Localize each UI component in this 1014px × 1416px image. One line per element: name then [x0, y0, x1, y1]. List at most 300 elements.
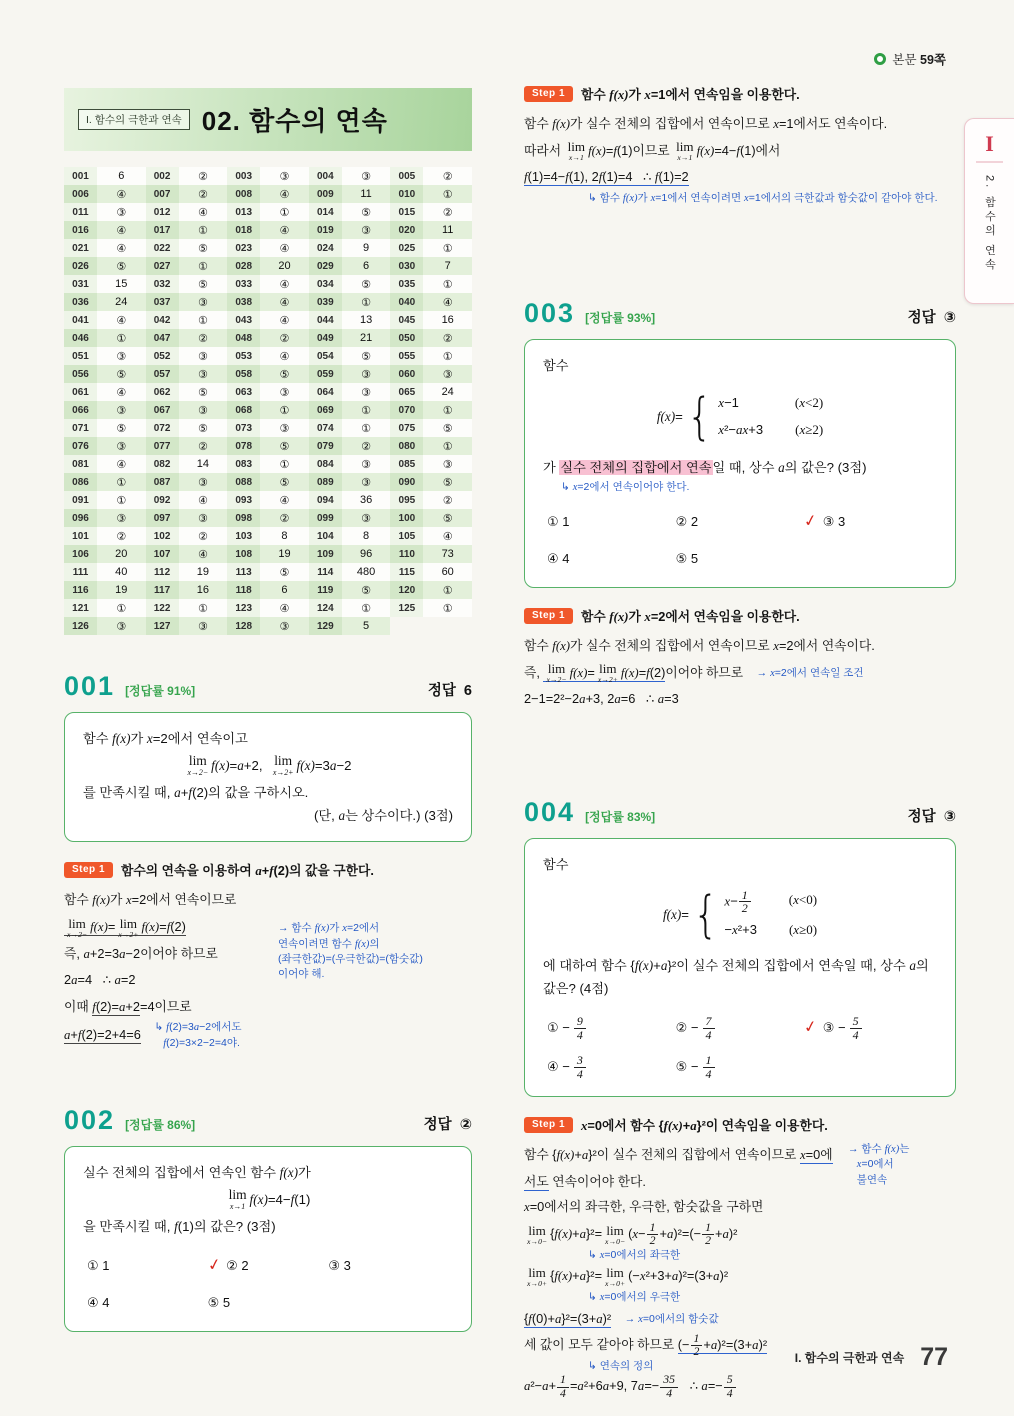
answer-cell-number: 030 [390, 257, 423, 275]
answer-cell-value: ④ [116, 386, 127, 399]
solution-line: 2a=4 ∴ a=2 [64, 972, 136, 988]
answer-cell-number: 007 [146, 185, 179, 203]
answer-option: ① 1 [547, 513, 570, 529]
answer-cell-number: 105 [390, 527, 423, 545]
margin-note: → 함수 f(x)는 x=0에서 불연속 [848, 1143, 910, 1186]
unit-header [64, 88, 472, 151]
answer-cell [390, 329, 472, 347]
answer-cell-value: ③ [197, 620, 208, 633]
answer-cell-number: 053 [227, 347, 260, 365]
answer-cell [390, 581, 472, 599]
answer-cell-value: ② [197, 332, 208, 345]
problem-math-piecewise: f(x) = { x−1 (x<2) x²−ax+3 (x≥2) [656, 387, 824, 446]
answer-cell-number: 005 [390, 167, 423, 185]
answer-cell-value: ③ [361, 458, 372, 471]
answer-cell-number: 106 [64, 545, 97, 563]
problem-math-piecewise: f(x) = { x− $\frac{1}{2}$ (x<0) −x²+3 (x≥0) [662, 886, 818, 944]
answer-cell-value: 19 [115, 584, 128, 596]
answer-cell [390, 167, 472, 185]
answer-cell-value: ⑤ [116, 422, 127, 435]
answer-cell [309, 455, 391, 473]
answer-cell [227, 491, 309, 509]
answer-cell-value: ④ [279, 314, 290, 327]
answer-cell [146, 617, 228, 635]
answer-cell [146, 239, 228, 257]
margin-note: ↳ 함수 f(x)가 x=1에서 연속이려면 x=1에서의 극한값과 함숫값이 같아야 한다. [588, 191, 938, 204]
answer-cell [390, 239, 472, 257]
answer-cell [64, 617, 146, 635]
answer-cell [64, 419, 146, 437]
answer-option: ④ 4 [547, 551, 570, 567]
answer-cell-value: ① [116, 476, 127, 489]
problem-math: lim x→1 f(x) =4− f (1) [228, 1187, 311, 1211]
answer-cell-value: ① [361, 602, 372, 615]
answer-cell-value: ① [442, 404, 453, 417]
answer-cell [227, 527, 309, 545]
problem-heading [524, 797, 956, 828]
answer-cell-value: ⑤ [361, 350, 372, 363]
problem-statement-box [64, 1146, 472, 1332]
answer-cell-value: ③ [279, 620, 290, 633]
answer-cell-value: ④ [197, 494, 208, 507]
answer-cell-value: ② [361, 440, 372, 453]
problem-text: 을 만족시킬 때, f(1)의 값은? (3점) [83, 1218, 276, 1234]
answer-cell-number: 034 [309, 275, 342, 293]
answer-cell [146, 275, 228, 293]
answer-cell-value: ⑤ [116, 368, 127, 381]
answer-cell [146, 257, 228, 275]
answer-cell-number: 051 [64, 347, 97, 365]
answer-cell-value: ⑤ [197, 242, 208, 255]
step-badge: Step 1 [64, 862, 113, 878]
correct-rate: [정답률 86%] [125, 1117, 196, 1132]
answer-cell-number: 046 [64, 329, 97, 347]
answer-cell-number: 100 [390, 509, 423, 527]
answer-cell-number: 055 [390, 347, 423, 365]
answer-cell-number: 087 [146, 473, 179, 491]
answer-cell-value: 6 [118, 170, 125, 182]
answer-cell [227, 293, 309, 311]
answer-cell-value: ⑤ [279, 368, 290, 381]
answer-cell-value: 20 [115, 548, 128, 560]
answer-cell-value: 8 [281, 530, 288, 542]
answer-cell-number: 094 [309, 491, 342, 509]
answer-cell [146, 293, 228, 311]
solution-line: lim x→0− {f(x)+a}²= lim x→0− (x− $\frac{1}{2}$ +a)²=(− $\frac{1}{2}$ +a)² [527, 1220, 738, 1248]
answer-cell-number: 069 [309, 401, 342, 419]
answer-cell-number: 016 [64, 221, 97, 239]
answer-cell-number: 088 [227, 473, 260, 491]
answer-cell [309, 509, 391, 527]
problem-002 [64, 1105, 472, 1332]
answer-options [543, 1012, 937, 1082]
answer-cell-value: 40 [115, 566, 128, 578]
answer-cell [64, 185, 146, 203]
answer-cell [146, 419, 228, 437]
answer-cell-number: 039 [309, 293, 342, 311]
answer-cell [146, 599, 228, 617]
answer-cell-number: 110 [390, 545, 423, 563]
problem-text: 함수 [543, 856, 569, 872]
answer-cell-value: ③ [197, 350, 208, 363]
answer-cell-number: 075 [390, 419, 423, 437]
answer-cell-value: ⑤ [361, 278, 372, 291]
answer-cell [309, 311, 391, 329]
answer-cell-value: 480 [356, 566, 376, 578]
answer-cell-number: 019 [309, 221, 342, 239]
answer-cell-number: 086 [64, 473, 97, 491]
answer-cell [146, 401, 228, 419]
answer-cell-value: ③ [361, 368, 372, 381]
answer-cell [146, 563, 228, 581]
problem-number: 002 [64, 1104, 116, 1135]
step-badge: Step 1 [524, 608, 573, 624]
answer-cell-value: ① [442, 440, 453, 453]
answer-cell-value: ③ [116, 512, 127, 525]
answer-cell-value: ② [442, 170, 453, 183]
answer-cell [309, 185, 391, 203]
answer-cell-value: ② [197, 440, 208, 453]
answer-cell-value: ① [361, 296, 372, 309]
answer-cell-value: 13 [359, 314, 373, 326]
margin-note: ↳ x=0에서의 좌극한 [588, 1248, 681, 1261]
problem-001 [64, 671, 472, 1051]
answer-cell-number: 056 [64, 365, 97, 383]
answer-cell [227, 581, 309, 599]
answer-cell [390, 563, 472, 581]
answer-cell [64, 221, 146, 239]
step-title: 함수 f(x)가 x=1에서 연속임을 이용한다. [581, 87, 800, 102]
answer-cell [146, 527, 228, 545]
answer-cell [64, 581, 146, 599]
answer-cell [227, 221, 309, 239]
answer-cell [64, 167, 146, 185]
answer-cell-value: ⑤ [442, 476, 453, 489]
answer-cell [64, 347, 146, 365]
solution-line: 함수 f(x)가 x=2에서 연속이므로 [64, 892, 237, 908]
answer-cell-value: 20 [278, 260, 291, 272]
chapter-label: 2. 함수의 연속 [983, 175, 996, 273]
answer-cell-value: ③ [361, 476, 372, 489]
answer-cell-value: ④ [116, 458, 127, 471]
answer-cell-value: ③ [279, 422, 290, 435]
answer-cell-value: ① [442, 584, 453, 597]
answer-cell-number: 123 [227, 599, 260, 617]
answer-cell-value: ③ [279, 386, 290, 399]
solution-result: a+f(2)=2+4=6 [64, 1026, 141, 1042]
answer-cell-number: 067 [146, 401, 179, 419]
answer-cell [309, 239, 391, 257]
step-heading [524, 606, 956, 625]
answer-cell [64, 563, 146, 581]
answer-cell [227, 545, 309, 563]
answer-cell-number: 108 [227, 545, 260, 563]
answer-cell-number: 127 [146, 617, 179, 635]
answer-cell [146, 311, 228, 329]
answer-option: ② 2 [675, 513, 699, 529]
answer-cell-number: 062 [146, 383, 179, 401]
answer-cell-value: ⑤ [279, 440, 290, 453]
page-reference-text: 본문 59쪽 [892, 53, 946, 67]
answer-cell-value: ⑤ [116, 260, 127, 273]
answer-cell-value: 19 [278, 548, 291, 560]
problem-002-solution [524, 84, 956, 206]
answer-cell-value: ② [197, 530, 208, 543]
answer-cell-number: 010 [390, 185, 423, 203]
answer-cell-value: 6 [363, 260, 370, 272]
chapter-roman-numeral: I [976, 131, 1003, 163]
answer-cell-number: 015 [390, 203, 423, 221]
answer-cell-value: ② [442, 332, 453, 345]
problem-003 [524, 298, 956, 712]
right-column [524, 84, 956, 1400]
unit-tag: I. 함수의 극한과 연속 [78, 109, 190, 130]
answer-cell-value: 60 [441, 566, 454, 578]
answer-cell [390, 509, 472, 527]
answer-cell [309, 347, 391, 365]
solution-line: a²−a+ $\frac{1}{4}$ =a²+6a+9, 7a=− $\frac{35}{4}$ ∴ a=− $\frac{5}{4}$ [524, 1373, 956, 1400]
correct-rate: [정답률 93%] [585, 311, 656, 326]
page-number: 77 [920, 1343, 948, 1371]
answer-cell-number: 107 [146, 545, 179, 563]
answer-cell-value: ③ [442, 458, 453, 471]
margin-note: ↳ f(2)=3a−2에서도 f(2)=3×2−2=4야. [154, 1021, 242, 1049]
answer-cell-number: 033 [227, 275, 260, 293]
answer-cell-number: 036 [64, 293, 97, 311]
answer-cell [64, 401, 146, 419]
solution-line [524, 660, 956, 687]
answer-cell-value: 9 [363, 242, 370, 254]
answer-cell-value: ④ [442, 530, 453, 543]
answer-cell-value: 8 [363, 530, 370, 542]
answer-cell-value: 11 [441, 224, 454, 236]
answer-cell-value: 11 [360, 188, 372, 200]
answer-cell-value: ① [442, 278, 453, 291]
answer-cell-number: 111 [64, 563, 97, 581]
answer-cell-value: ② [442, 494, 453, 507]
answer-option: ③ 3 [328, 1257, 351, 1273]
answer-cell-number: 116 [64, 581, 97, 599]
answer-cell-value: ④ [279, 602, 290, 615]
answer-cell [64, 437, 146, 455]
answer-cell-value: ① [442, 188, 453, 201]
answer-cell-number: 076 [64, 437, 97, 455]
answer-cell [227, 437, 309, 455]
answer-options [543, 506, 937, 573]
answer-cell-value: ④ [442, 296, 453, 309]
answer-cell-value: ⑤ [442, 512, 453, 525]
answer-cell-number: 064 [309, 383, 342, 401]
answer-cell [309, 167, 391, 185]
answer-cell [227, 203, 309, 221]
answer-cell-number: 073 [227, 419, 260, 437]
answer-option-correct: ✓ ③ 3 [804, 508, 933, 536]
answer-cell [227, 401, 309, 419]
answer-cell [64, 329, 146, 347]
answer-cell [309, 563, 391, 581]
answer-cell-value: ③ [116, 350, 127, 363]
answer-cell-value: 5 [363, 620, 370, 632]
answer-cell-value: ④ [279, 188, 290, 201]
answer-cell-number: 072 [146, 419, 179, 437]
answer-cell-value: ② [279, 332, 290, 345]
solution-line: 2−1=2²−2a+3, 2a=6 ∴ a=3 [524, 691, 679, 707]
answer-cell-value: 73 [441, 548, 454, 560]
problem-text: 함수 f(x)가 x=2에서 연속이고 [83, 731, 248, 746]
margin-note: → x=2에서 연속일 조건 [756, 666, 864, 679]
correct-rate: [정답률 83%] [585, 809, 656, 824]
answer-cell-number: 020 [390, 221, 423, 239]
answer-cell-value: 16 [196, 584, 210, 596]
answer-label: 정답 ③ [907, 808, 956, 825]
answer-cell [146, 581, 228, 599]
answer-cell [309, 473, 391, 491]
answer-cell-number: 125 [390, 599, 423, 617]
problem-text: 함수 [543, 358, 569, 374]
answer-cell-number: 057 [146, 365, 179, 383]
answer-cell-number: 122 [146, 599, 179, 617]
answer-cell [146, 221, 228, 239]
answer-cell [146, 437, 228, 455]
answer-cell [309, 401, 391, 419]
answer-cell-number: 044 [309, 311, 342, 329]
answer-cell-value: ① [442, 602, 453, 615]
answer-option: ② − $\frac{7}{4}$ [676, 1014, 805, 1042]
answer-cell-number: 080 [390, 437, 423, 455]
answer-cell-value: ① [116, 494, 127, 507]
margin-note: → x=0에서의 함숫값 [624, 1312, 719, 1325]
answer-option-correct: ✓ ② 2 [208, 1252, 329, 1280]
answer-cell-value: ③ [361, 170, 372, 183]
solution-math: 즉, lim x→2− f(x)= lim x→2+ f(x)=f(2)이어야 하므로 [524, 661, 744, 685]
answer-cell-number: 045 [390, 311, 423, 329]
answer-cell [146, 365, 228, 383]
solution-003 [524, 633, 956, 713]
solution-line: 즉, a+2=3a−2이어야 하므로 [64, 945, 218, 961]
answer-cell-number: 042 [146, 311, 179, 329]
answer-cell [309, 203, 391, 221]
answer-cell-number: 102 [146, 527, 179, 545]
solution-line [64, 1020, 472, 1050]
answer-cell-number: 004 [309, 167, 342, 185]
answer-cell-number: 026 [64, 257, 97, 275]
answer-cell-value: ③ [197, 296, 208, 309]
answer-cell [309, 617, 391, 635]
page-reference [874, 50, 946, 68]
answer-cell-value: ③ [197, 476, 208, 489]
problem-text: 에 대하여 함수 {f(x)+a}²이 실수 전체의 집합에서 연속일 때, 상수 a의 값은? (4점) [543, 957, 929, 997]
answer-option: ④ 4 [87, 1295, 110, 1311]
answer-cell [146, 329, 228, 347]
page-footer [795, 1343, 948, 1372]
answer-cell-value: ① [361, 422, 372, 435]
solution-line: 이때 f(2)=a+2=4이므로 [64, 998, 192, 1014]
answer-cell-value: 16 [441, 314, 454, 326]
answer-cell-value: ③ [116, 206, 127, 219]
answer-cell-value: ① [197, 224, 208, 237]
chapter-side-tab [964, 118, 1014, 304]
answer-cell [390, 455, 472, 473]
answer-cell-number: 118 [227, 581, 260, 599]
answer-cell-value: ② [442, 206, 453, 219]
answer-cell [227, 563, 309, 581]
answer-cell [146, 455, 228, 473]
answer-cell [146, 509, 228, 527]
answer-cell-number: 083 [227, 455, 260, 473]
solution-line: lim x→2− f(x)= lim x→2+ f(x)=f(2) [64, 914, 472, 941]
answer-option: ⑤ 5 [675, 551, 699, 567]
answer-cell-number: 025 [390, 239, 423, 257]
target-icon [874, 53, 886, 65]
answer-cell-number: 013 [227, 203, 260, 221]
solution-line: x=0에서의 좌극한, 우극한, 함숫값을 구하면 [524, 1199, 764, 1215]
answer-option: ⑤ − $\frac{1}{4}$ [676, 1054, 805, 1080]
answer-cell [64, 311, 146, 329]
margin-note: ↳ x=0에서의 우극한 [588, 1290, 681, 1303]
answer-cell-number: 121 [64, 599, 97, 617]
answer-cell-number: 119 [309, 581, 342, 599]
answer-cell [64, 239, 146, 257]
answer-cell-value: ③ [361, 512, 372, 525]
step-title: 함수의 연속을 이용하여 a+f(2)의 값을 구한다. [121, 863, 374, 879]
answer-cell-number: 099 [309, 509, 342, 527]
answer-cell-number: 089 [309, 473, 342, 491]
answer-cell-number: 027 [146, 257, 179, 275]
answer-cell-value: 21 [359, 332, 373, 344]
answer-cell-value: ④ [197, 548, 208, 561]
answer-cell-number: 023 [227, 239, 260, 257]
answer-cell-value: ④ [279, 296, 290, 309]
answer-cell [309, 545, 391, 563]
answer-cell-number: 068 [227, 401, 260, 419]
answer-cell-number: 049 [309, 329, 342, 347]
answer-cell [390, 401, 472, 419]
answer-cell-value: ⑤ [361, 206, 372, 219]
answer-cell [64, 545, 146, 563]
margin-note: ↳ 연속의 정의 [588, 1359, 654, 1372]
answer-cell-number: 021 [64, 239, 97, 257]
problem-heading [64, 671, 472, 702]
answer-cell [227, 419, 309, 437]
answer-cell [390, 347, 472, 365]
answer-table [64, 167, 472, 635]
answer-cell-number: 041 [64, 311, 97, 329]
answer-cell-value: ① [279, 404, 290, 417]
answer-cell-number: 109 [309, 545, 342, 563]
answer-cell [390, 293, 472, 311]
answer-cell-number: 079 [309, 437, 342, 455]
answer-options [83, 1250, 453, 1317]
answer-cell-number: 082 [146, 455, 179, 473]
answer-cell-number: 052 [146, 347, 179, 365]
problem-text: 실수 전체의 집합에서 연속인 함수 f(x)가 [83, 1164, 311, 1180]
answer-cell [309, 257, 391, 275]
answer-cell-value: ⑤ [279, 476, 290, 489]
answer-cell-value: ③ [116, 620, 127, 633]
answer-cell [227, 329, 309, 347]
answer-cell [64, 599, 146, 617]
answer-cell [227, 311, 309, 329]
problem-condition: (단, a는 상수이다.) (3점) [314, 808, 453, 824]
answer-cell-number: 120 [390, 581, 423, 599]
answer-cell [64, 509, 146, 527]
step-heading [64, 860, 472, 879]
answer-cell-number: 017 [146, 221, 179, 239]
solution-line: 따라서 lim x→1 f(x)=f(1)이므로 lim x→1 f(x)=4−f(1)에서 [524, 139, 781, 163]
answer-cell-number: 114 [309, 563, 342, 581]
answer-cell-value: ④ [197, 206, 208, 219]
answer-cell-number: 098 [227, 509, 260, 527]
